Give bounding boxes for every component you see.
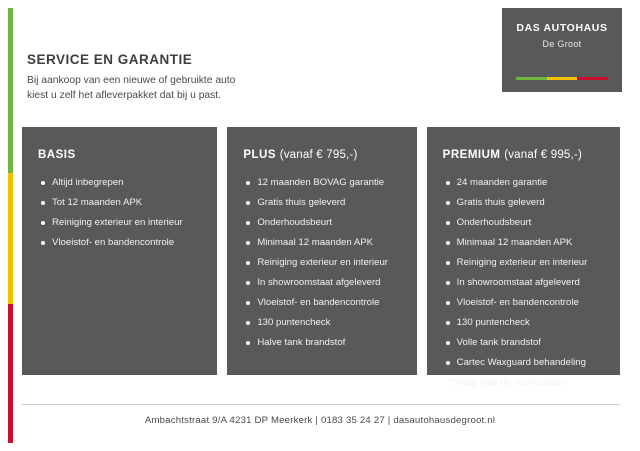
package-price-premium: (vanaf € 995,-) — [504, 149, 582, 161]
package-heading-plus — [243, 149, 400, 161]
feature-text: In showroomstaat afgeleverd — [456, 277, 580, 288]
bullet-icon — [446, 261, 450, 265]
package-price-plus: (vanaf € 795,-) — [279, 149, 358, 161]
bullet-icon — [446, 241, 450, 245]
brand-stripe-red — [577, 77, 608, 80]
package-feature-list-plus — [243, 177, 400, 349]
feature-text: 130 puntencheck — [257, 317, 331, 328]
list-item — [457, 317, 604, 329]
package-name-premium: PREMIUM — [442, 149, 501, 161]
list-item — [457, 177, 604, 189]
accent-segment-green — [8, 8, 13, 173]
feature-text: In showroomstaat afgeleverd — [257, 277, 381, 288]
package-cards — [22, 127, 620, 387]
list-item — [457, 257, 604, 269]
bullet-icon — [246, 181, 250, 185]
bullet-icon — [446, 321, 450, 325]
footer-divider — [22, 404, 620, 405]
feature-text: Onderhoudsbeurt — [257, 217, 332, 228]
bullet-icon — [446, 221, 450, 225]
bullet-icon — [41, 181, 45, 185]
headline-line-2: kiest u zelf het afleverpakket dat bij u past. — [27, 90, 222, 101]
feature-text: Vloeistof- en bandencontrole — [52, 237, 175, 248]
package-heading-premium — [443, 149, 604, 161]
list-item — [52, 197, 201, 209]
list-item — [457, 217, 604, 229]
package-feature-list-basis — [38, 177, 201, 249]
footer-contact: Ambachtstraat 9/A 4231 DP Meerkerk | 0183 35 24 27 | dasautohausdegroot.nl — [144, 415, 496, 426]
bullet-icon — [446, 181, 450, 185]
list-item — [457, 337, 604, 349]
brand-name: DAS AUTOHAUS — [516, 22, 608, 34]
list-item — [457, 357, 604, 369]
bullet-icon — [246, 241, 250, 245]
feature-text: Volle tank brandstof — [456, 337, 541, 348]
left-accent-bar — [8, 8, 13, 443]
bullet-icon — [446, 361, 450, 365]
list-item — [457, 197, 604, 209]
package-card-basis — [22, 127, 217, 375]
brand-stripe-yellow — [547, 77, 578, 80]
list-item — [257, 217, 400, 229]
list-item — [257, 237, 400, 249]
list-item — [257, 317, 400, 329]
feature-text: Reiniging exterieur en interieur — [257, 257, 388, 268]
bullet-icon — [446, 301, 450, 305]
list-item — [52, 237, 201, 249]
package-name-plus: PLUS — [243, 149, 276, 161]
list-item — [457, 237, 604, 249]
feature-text: Altijd inbegrepen — [52, 177, 124, 188]
bullet-icon — [446, 201, 450, 205]
list-item — [257, 337, 400, 349]
feature-text: Vloeistof- en bandencontrole — [456, 297, 579, 308]
list-item — [257, 297, 400, 309]
list-item — [257, 277, 400, 289]
feature-text: 12 maanden BOVAG garantie — [257, 177, 385, 188]
list-item — [257, 177, 400, 189]
list-item — [457, 277, 604, 289]
package-note-premium: *Vraag naar de voorwaarden — [448, 377, 568, 387]
list-item — [257, 197, 400, 209]
feature-text: 24 maanden garantie — [456, 177, 548, 188]
list-item — [52, 177, 201, 189]
bullet-icon — [446, 281, 450, 285]
feature-text: Onderhoudsbeurt — [456, 217, 532, 228]
feature-text: Minimaal 12 maanden APK — [257, 237, 374, 248]
feature-text: 130 puntencheck — [456, 317, 530, 328]
feature-text: Vloeistof- en bandencontrole — [257, 297, 380, 308]
brand-stripes — [516, 77, 608, 80]
bullet-icon — [246, 221, 250, 225]
bullet-icon — [246, 261, 250, 265]
list-item — [457, 297, 604, 309]
bullet-icon — [246, 201, 250, 205]
page-title: SERVICE EN GARANTIE — [27, 52, 193, 67]
list-item — [257, 257, 400, 269]
headline-subtext — [27, 73, 357, 103]
feature-text: Halve tank brandstof — [257, 337, 346, 348]
feature-text: Gratis thuis geleverd — [257, 197, 346, 208]
feature-text: Minimaal 12 maanden APK — [456, 237, 573, 248]
brand-stripe-green — [516, 77, 547, 80]
package-feature-list-premium — [443, 177, 604, 369]
bullet-icon — [41, 241, 45, 245]
feature-text: Gratis thuis geleverd — [456, 197, 545, 208]
bullet-icon — [41, 201, 45, 205]
bullet-icon — [246, 341, 250, 345]
headline-block — [27, 52, 357, 103]
package-card-plus — [227, 127, 416, 375]
headline-line-1: Bij aankoop van een nieuwe of gebruikte auto — [27, 75, 236, 86]
brand-logo — [502, 8, 622, 92]
brand-subtitle: De Groot — [542, 39, 582, 49]
package-heading-basis — [38, 149, 201, 161]
bullet-icon — [41, 221, 45, 225]
feature-text: Cartec Waxguard behandeling — [456, 357, 586, 368]
bullet-icon — [446, 341, 450, 345]
feature-text: Reiniging exterieur en interieur — [456, 257, 588, 268]
feature-text: Reiniging exterieur en interieur — [52, 217, 183, 228]
list-item — [52, 217, 201, 229]
package-card-premium — [427, 127, 620, 387]
bullet-icon — [246, 301, 250, 305]
accent-segment-yellow — [8, 173, 13, 304]
bullet-icon — [246, 281, 250, 285]
bullet-icon — [246, 321, 250, 325]
feature-text: Tot 12 maanden APK — [52, 197, 143, 208]
package-name-basis: BASIS — [38, 149, 76, 161]
